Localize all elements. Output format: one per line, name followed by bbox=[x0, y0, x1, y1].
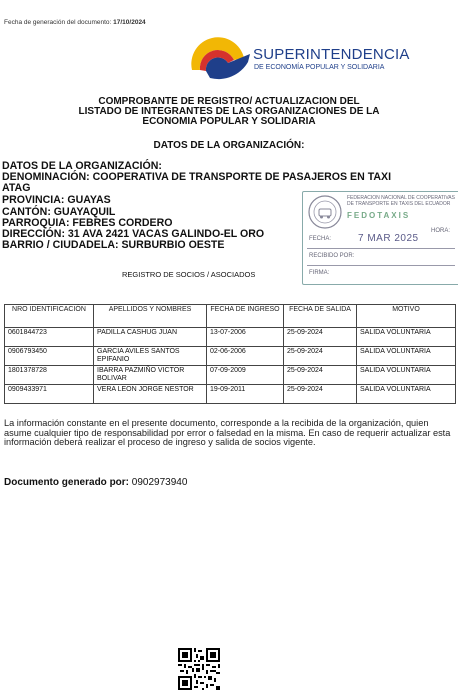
cell-exit-date: 25-09-2024 bbox=[284, 347, 357, 366]
organization-parroquia: PARROQUIA: FEBRES CORDERO bbox=[2, 217, 173, 229]
generation-date bbox=[4, 19, 146, 26]
cell-id: 1801378728 bbox=[5, 366, 94, 385]
members-table bbox=[4, 304, 456, 404]
generation-date-label: Fecha de generación del documento: bbox=[4, 19, 112, 26]
organization-barrio: BARRIO / CIUDADELA: SURBURBIO OESTE bbox=[2, 239, 225, 251]
cell-reason: SALIDA VOLUNTARIA bbox=[357, 328, 456, 347]
organization-canton: CANTÓN: GUAYAQUIL bbox=[2, 206, 116, 218]
table-header-row bbox=[5, 305, 456, 328]
stamp-organization-name: FEDERACION NACIONAL DE COOPERATIVAS DE TRANSPORTE EN TAXIS DEL ECUADOR bbox=[347, 195, 455, 207]
disclaimer-text: La información constante en el presente documento, corresponde a la recibida de la organización, quien asume cualquier tipo de responsabilidad por error o falsedad en la misma. En caso de requerir actualizar esta información deberá realizar el proceso de ingreso y salida de socios vigente. bbox=[4, 418, 451, 447]
column-header-reason: MOTIVO bbox=[357, 305, 456, 328]
table-row bbox=[5, 366, 456, 385]
cell-exit-date: 25-09-2024 bbox=[284, 366, 357, 385]
generated-by-label: Documento generado por: bbox=[4, 477, 130, 488]
cell-exit-date: 25-09-2024 bbox=[284, 385, 357, 404]
generated-by-value: 0902973940 bbox=[131, 477, 188, 488]
organization-section-title: DATOS DE LA ORGANIZACIÓN: bbox=[153, 140, 305, 151]
stamp-brand: FEDOTAXIS bbox=[347, 211, 411, 220]
cell-id: 0906793450 bbox=[5, 347, 94, 366]
stamp-time-label: HORA: bbox=[431, 228, 451, 234]
column-header-entry-date: FECHA DE INGRESO bbox=[207, 305, 284, 328]
document-title-line: LISTADO DE INTEGRANTES DE LAS ORGANIZACIONES DE LA bbox=[78, 106, 380, 117]
cell-name: PADILLA CASHUG JUAN bbox=[94, 328, 207, 347]
column-header-name: APELLIDOS Y NOMBRES bbox=[94, 305, 207, 328]
cell-name: VERA LEON JORGE NESTOR bbox=[94, 385, 207, 404]
reception-stamp bbox=[302, 191, 458, 285]
organization-denominacion: DENOMINACIÓN: COOPERATIVA DE TRANSPORTE DE PASAJEROS EN TAXI ATAG bbox=[2, 171, 392, 194]
qr-code-icon bbox=[178, 648, 220, 690]
brand-name: SUPERINTENDENCIA bbox=[253, 46, 410, 63]
registry-title: REGISTRO DE SOCIOS / ASOCIADOS bbox=[122, 270, 256, 279]
stamp-signature-label: FIRMA: bbox=[309, 270, 330, 276]
generation-date-value: 17/10/2024 bbox=[113, 19, 146, 26]
cell-reason: SALIDA VOLUNTARIA bbox=[357, 385, 456, 404]
document-title-line: COMPROBANTE DE REGISTRO/ ACTUALIZACION DEL bbox=[98, 96, 360, 107]
brand-subtitle: DE ECONOMÍA POPULAR Y SOLIDARIA bbox=[254, 64, 385, 71]
column-header-exit-date: FECHA DE SALIDA bbox=[284, 305, 357, 328]
cell-id: 0909433971 bbox=[5, 385, 94, 404]
cell-reason: SALIDA VOLUNTARIA bbox=[357, 366, 456, 385]
organization-direccion: DIRECCIÓN: 31 AVA 2421 VACAS GALINDO-EL ORO bbox=[2, 228, 265, 240]
stamp-received-label: RECIBIDO POR: bbox=[309, 253, 355, 259]
cell-name: GARCIA AVILES SANTOS EPIFANIO bbox=[94, 347, 207, 366]
organization-provincia: PROVINCIA: GUAYAS bbox=[2, 194, 111, 206]
stamp-date-label: FECHA: bbox=[309, 236, 332, 242]
cell-id: 0601844723 bbox=[5, 328, 94, 347]
document-title-line: ECONOMIA POPULAR Y SOLIDARIA bbox=[142, 116, 316, 127]
cell-exit-date: 25-09-2024 bbox=[284, 328, 357, 347]
table-row bbox=[5, 385, 456, 404]
organization-heading: DATOS DE LA ORGANIZACIÓN: bbox=[2, 160, 162, 172]
cell-name: IBARRA PAZMIÑO VICTOR BOLIVAR bbox=[94, 366, 207, 385]
cell-entry-date: 19-09-2011 bbox=[207, 385, 284, 404]
generated-by bbox=[4, 477, 187, 488]
cell-entry-date: 13-07-2006 bbox=[207, 328, 284, 347]
cell-entry-date: 02-06-2006 bbox=[207, 347, 284, 366]
cell-entry-date: 07-09-2009 bbox=[207, 366, 284, 385]
federation-seal-icon bbox=[307, 194, 343, 230]
stamp-divider bbox=[307, 248, 455, 249]
column-header-id: NRO IDENTIFICACIÓN bbox=[5, 305, 94, 328]
stamp-date: 7 MAR 2025 bbox=[358, 233, 419, 244]
stamp-divider bbox=[307, 265, 455, 266]
table-row bbox=[5, 328, 456, 347]
seps-logo-icon bbox=[190, 36, 250, 80]
cell-reason: SALIDA VOLUNTARIA bbox=[357, 347, 456, 366]
table-row bbox=[5, 347, 456, 366]
document-title bbox=[0, 97, 458, 127]
